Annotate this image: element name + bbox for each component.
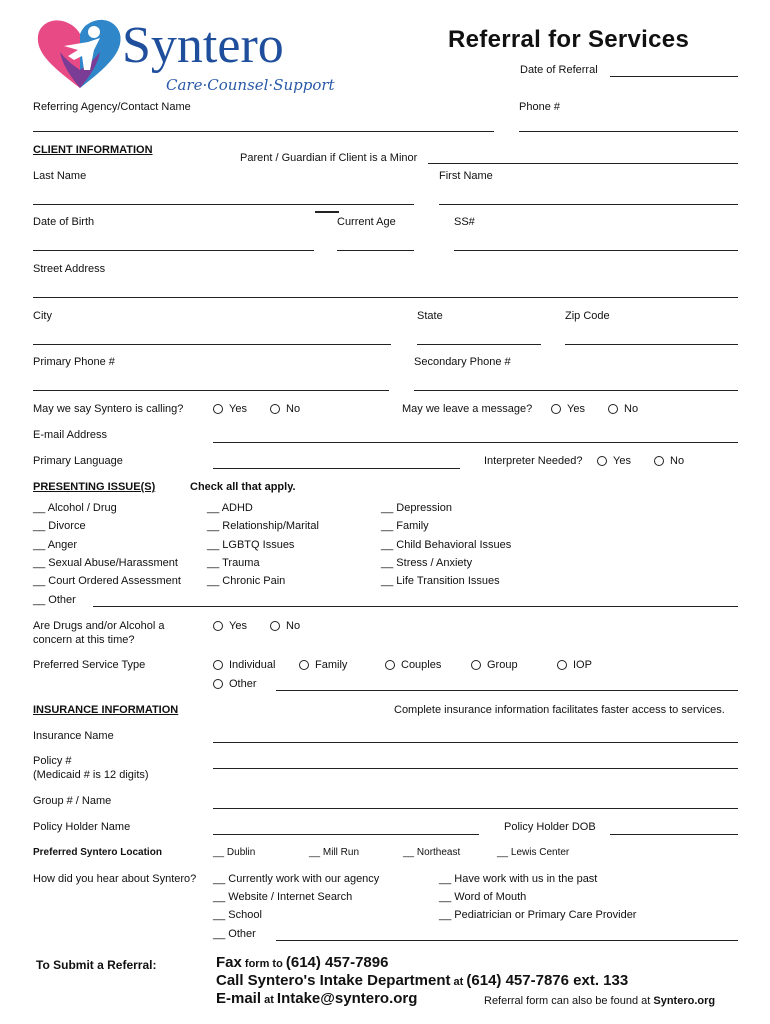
email-field[interactable] — [213, 442, 738, 443]
fax-line: Fax form to (614) 457-7896 — [216, 954, 389, 971]
policy-holder-field[interactable] — [213, 834, 479, 835]
location-lewis-center[interactable]: __ Lewis Center — [497, 847, 570, 858]
insurance-name-label: Insurance Name — [33, 730, 114, 742]
primary-phone-label: Primary Phone # — [33, 356, 115, 368]
found-at-line: Referral form can also be found at Syntero.org — [484, 995, 716, 1007]
hear-option[interactable]: __ Website / Internet Search — [213, 891, 353, 903]
issue-item[interactable]: __ Trauma — [207, 557, 260, 569]
message-yes-radio[interactable] — [551, 404, 561, 414]
last-name-label: Last Name — [33, 170, 87, 182]
issue-item[interactable]: __ Depression — [381, 502, 452, 514]
interpreter-yes-radio[interactable] — [597, 456, 607, 466]
phone-label: Phone # — [519, 101, 560, 113]
policy-holder-label: Policy Holder Name — [33, 821, 131, 833]
hear-option[interactable]: __ Currently work with our agency — [213, 873, 380, 885]
check-all-instruction: Check all that apply. — [190, 481, 296, 493]
drugs-question-line2: concern at this time? — [33, 634, 135, 646]
issue-item[interactable]: __ Sexual Abuse/Harassment — [33, 557, 178, 569]
message-no-radio[interactable] — [608, 404, 618, 414]
intake-email-link[interactable]: Intake@syntero.org — [276, 990, 418, 1007]
issue-item[interactable]: __ Relationship/Marital — [207, 520, 319, 532]
calling-question: May we say Syntero is calling? — [33, 403, 184, 415]
first-name-label: First Name — [439, 170, 493, 182]
ssn-label: SS# — [454, 216, 475, 228]
calling-no-label: No — [286, 403, 301, 415]
first-name-field[interactable] — [439, 204, 738, 205]
state-field[interactable] — [417, 344, 541, 345]
drugs-question-line1: Are Drugs and/or Alcohol a — [33, 620, 165, 632]
issue-item[interactable]: __ ADHD — [207, 502, 253, 514]
issue-item[interactable]: __ Alcohol / Drug — [33, 502, 117, 514]
primary-phone-field[interactable] — [33, 390, 389, 391]
issue-item[interactable]: __ Stress / Anxiety — [381, 557, 473, 569]
group-label: Group # / Name — [33, 795, 112, 807]
date-of-referral-field[interactable] — [610, 76, 738, 77]
interpreter-question: Interpreter Needed? — [484, 455, 583, 467]
policy-field[interactable] — [213, 768, 738, 769]
ssn-field[interactable] — [454, 250, 738, 251]
service-couples-radio[interactable] — [385, 660, 395, 670]
interpreter-yes-label: Yes — [613, 455, 631, 467]
zip-field[interactable] — [565, 344, 738, 345]
service-family-label: Family — [315, 659, 348, 671]
phone-field[interactable] — [519, 131, 738, 132]
interpreter-no-radio[interactable] — [654, 456, 664, 466]
service-iop-radio[interactable] — [557, 660, 567, 670]
location-northeast[interactable]: __ Northeast — [403, 847, 461, 858]
presenting-issues-heading: PRESENTING ISSUE(S) — [33, 481, 156, 493]
website-link[interactable]: Syntero.org — [653, 995, 716, 1007]
dob-field[interactable] — [33, 250, 314, 251]
issue-item[interactable]: __ Chronic Pain — [207, 575, 286, 587]
issue-item[interactable]: __ Child Behavioral Issues — [381, 539, 512, 551]
group-field[interactable] — [213, 808, 738, 809]
insurance-name-field[interactable] — [213, 742, 738, 743]
service-iop-label: IOP — [573, 659, 592, 671]
secondary-phone-label: Secondary Phone # — [414, 356, 511, 368]
calling-no-radio[interactable] — [270, 404, 280, 414]
calling-yes-label: Yes — [229, 403, 247, 415]
service-other-label: Other — [229, 678, 257, 690]
issue-item[interactable]: __ Life Transition Issues — [381, 575, 500, 587]
calling-yes-radio[interactable] — [213, 404, 223, 414]
hear-about-label: How did you hear about Syntero? — [33, 873, 197, 885]
message-no-label: No — [624, 403, 639, 415]
state-label: State — [417, 310, 443, 322]
service-couples-label: Couples — [401, 659, 442, 671]
zip-label: Zip Code — [565, 310, 610, 322]
service-group-radio[interactable] — [471, 660, 481, 670]
location-label: Preferred Syntero Location — [33, 847, 162, 858]
page-title: Referral for Services — [448, 26, 690, 53]
message-question: May we leave a message? — [402, 403, 533, 415]
guardian-field[interactable] — [428, 163, 738, 164]
dob-label: Date of Birth — [33, 216, 95, 228]
issue-item[interactable]: __ Court Ordered Assessment — [33, 575, 181, 587]
location-mill-run[interactable]: __ Mill Run — [309, 847, 360, 858]
current-age-label: Current Age — [337, 216, 396, 228]
logo-name: Syntero — [122, 17, 284, 74]
policy-note: (Medicaid # is 12 digits) — [33, 769, 149, 781]
submit-label: To Submit a Referral: — [36, 958, 157, 972]
service-other-radio[interactable] — [213, 679, 223, 689]
street-address-label: Street Address — [33, 263, 106, 275]
logo-tagline: Care·Counsel·Support — [166, 76, 335, 94]
issue-item[interactable]: __ Divorce — [33, 520, 86, 532]
drugs-no-radio[interactable] — [270, 621, 280, 631]
service-family-radio[interactable] — [299, 660, 309, 670]
message-yes-label: Yes — [567, 403, 585, 415]
referring-agency-field[interactable] — [33, 131, 494, 132]
hear-option[interactable]: __ Have work with us in the past — [439, 873, 598, 885]
policy-holder-dob-label: Policy Holder DOB — [504, 821, 596, 833]
street-address-field[interactable] — [33, 297, 738, 298]
call-line: Call Syntero's Intake Department at (614) 457-7876 ext. 133 — [216, 972, 629, 989]
current-age-field[interactable] — [337, 250, 414, 251]
secondary-phone-field[interactable] — [414, 390, 738, 391]
policy-label: Policy # — [33, 755, 72, 767]
issue-other-field[interactable] — [93, 606, 738, 607]
drugs-yes-radio[interactable] — [213, 621, 223, 631]
hear-option[interactable]: __ Word of Mouth — [439, 891, 527, 903]
hear-other-field[interactable] — [276, 940, 738, 941]
policy-holder-dob-field[interactable] — [610, 834, 738, 835]
drugs-no-label: No — [286, 620, 301, 632]
city-label: City — [33, 310, 52, 322]
last-name-field[interactable] — [33, 204, 414, 205]
email-label: E-mail Address — [33, 429, 107, 441]
insurance-note: Complete insurance information facilitates faster access to services. — [394, 704, 725, 716]
service-individual-label: Individual — [229, 659, 276, 671]
interpreter-no-label: No — [670, 455, 685, 467]
location-dublin[interactable]: __ Dublin — [213, 847, 256, 858]
client-information-heading: CLIENT INFORMATION — [33, 144, 153, 156]
separator-dash — [315, 211, 339, 213]
service-group-label: Group — [487, 659, 518, 671]
primary-language-field[interactable] — [213, 468, 460, 469]
syntero-heart-logo-icon — [34, 16, 126, 90]
guardian-label: Parent / Guardian if Client is a Minor — [240, 152, 418, 164]
hear-option[interactable]: __ School — [213, 909, 262, 921]
city-field[interactable] — [33, 344, 391, 345]
date-of-referral-label: Date of Referral — [520, 64, 598, 76]
hear-option[interactable]: __ Pediatrician or Primary Care Provider — [439, 909, 637, 921]
service-type-label: Preferred Service Type — [33, 659, 146, 671]
issue-item[interactable]: __ Other — [33, 594, 76, 606]
service-individual-radio[interactable] — [213, 660, 223, 670]
drugs-yes-label: Yes — [229, 620, 247, 632]
primary-language-label: Primary Language — [33, 455, 123, 467]
insurance-heading: INSURANCE INFORMATION — [33, 704, 179, 716]
referring-agency-label: Referring Agency/Contact Name — [33, 101, 191, 113]
issue-item[interactable]: __ LGBTQ Issues — [207, 539, 295, 551]
email-line: E-mail at Intake@syntero.org — [216, 990, 418, 1007]
hear-option[interactable]: __ Other — [213, 928, 256, 940]
issue-item[interactable]: __ Anger — [33, 539, 78, 551]
service-other-field[interactable] — [276, 690, 738, 691]
issue-item[interactable]: __ Family — [381, 520, 429, 532]
